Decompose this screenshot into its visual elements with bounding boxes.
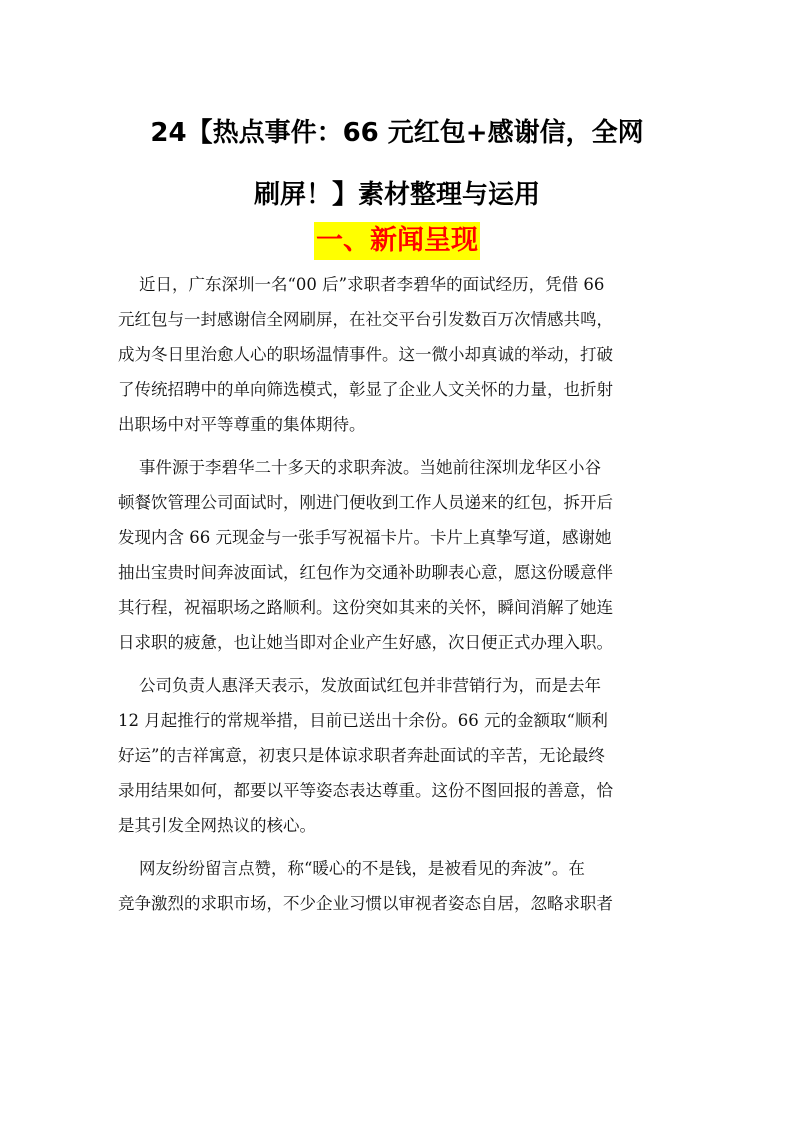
text-line: 12 月起推行的常规举措，目前已送出十余份。66 元的金额取“顺利 [118, 711, 608, 730]
paragraph-1 [118, 267, 678, 442]
text-line: 录用结果如何，都要以平等姿态表达尊重。这份不图回报的善意，恰 [118, 781, 613, 800]
article-body [118, 267, 678, 929]
text-line: 了传统招聘中的单向筛选模式，彰显了企业人文关怀的力量，也折射 [118, 380, 613, 399]
text-line: 好运”的吉祥寓意，初衷只是体谅求职者奔赴面试的辛苦，无论最终 [118, 746, 605, 765]
text-line: 事件源于李碧华二十多天的求职奔波。当她前往深圳龙华区小谷 [118, 458, 601, 477]
document-title-line-2: 刷屏！】素材整理与运用 [253, 180, 540, 210]
text-line: 顿餐饮管理公司面试时，刚进门便收到工作人员递来的红包，拆开后 [118, 493, 613, 512]
paragraph-4 [118, 851, 678, 921]
section-heading [0, 222, 794, 260]
text-line: 近日，广东深圳一名“00 后”求职者李碧华的面试经历，凭借 66 [118, 275, 605, 294]
section-heading-text: 一、新闻呈现 [314, 222, 480, 260]
text-line: 其行程，祝福职场之路顺利。这份突如其来的关怀，瞬间消解了她连 [118, 598, 613, 617]
text-line: 网友纷纷留言点赞，称“暖心的不是钱，是被看见的奔波”。在 [118, 859, 585, 878]
text-line: 公司负责人惠泽天表示，发放面试红包并非营销行为，而是去年 [118, 676, 601, 695]
text-line: 出职场中对平等尊重的集体期待。 [118, 415, 366, 434]
text-line: 元红包与一封感谢信全网刷屏，在社交平台引发数百万次情感共鸣， [118, 310, 613, 329]
document-title-line-1: 24【热点事件：66 元红包+感谢信，全网 [150, 118, 644, 148]
paragraph-2 [118, 450, 678, 660]
text-line: 成为冬日里治愈人心的职场温情事件。这一微小却真诚的举动，打破 [118, 345, 613, 364]
text-line: 日求职的疲惫，也让她当即对企业产生好感，次日便正式办理入职。 [118, 633, 613, 652]
text-line: 是其引发全网热议的核心。 [118, 816, 316, 835]
text-line: 抽出宝贵时间奔波面试，红包作为交通补助聊表心意，愿这份暖意伴 [118, 563, 613, 582]
paragraph-3 [118, 668, 678, 843]
text-line: 发现内含 66 元现金与一张手写祝福卡片。卡片上真挚写道，感谢她 [118, 528, 612, 547]
text-line: 竞争激烈的求职市场，不少企业习惯以审视者姿态自居，忽略求职者 [118, 894, 613, 913]
